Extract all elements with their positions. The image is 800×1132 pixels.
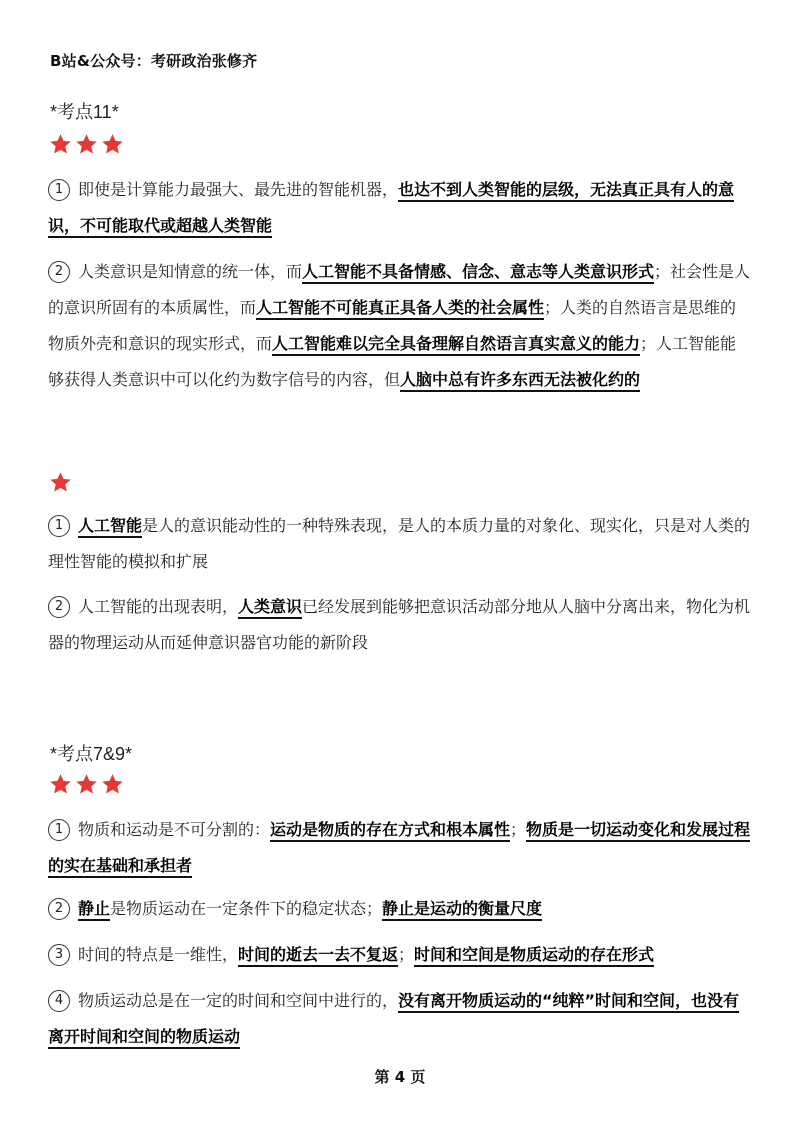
star-icon: [48, 470, 73, 495]
section-title: *考点7&9*: [50, 744, 133, 764]
section-title: *考点11*: [50, 102, 119, 122]
key-point: 时间的逝去一去不复返: [238, 945, 398, 967]
star-icon: [48, 772, 73, 797]
key-point: 运动是物质的存在方式和根本属性: [270, 820, 510, 842]
key-point: 也达不到人类智能的层级，无法真正具有人的意识，不可能取代或超越人类智能: [48, 180, 734, 238]
list-item: [48, 983, 752, 1055]
key-point: 人工智能不可能真正具备人类的社会属性: [256, 298, 544, 320]
item-number: 3: [48, 944, 70, 966]
item-number: 2: [48, 898, 70, 920]
item-text: 是人的意识能动性的一种特殊表现，是人的本质力量的对象化、现实化，只是对人类的理性智能的模拟和扩展: [48, 516, 751, 571]
item-text: ；人类的自然语言是思维的物质外壳和意识的现实形式，而: [48, 298, 737, 353]
item-number: 1: [48, 819, 70, 841]
item-number: 1: [48, 179, 70, 201]
item-number: 1: [48, 515, 70, 537]
page-number: 第 4 页: [374, 1068, 426, 1086]
star-icon: [100, 772, 125, 797]
key-point: 人工智能: [78, 516, 142, 538]
list-item: [48, 254, 752, 398]
item-text: 人工智能的出现表明，: [78, 597, 239, 616]
item-text: ；: [398, 945, 415, 964]
star-icon: [74, 772, 99, 797]
item-number: 2: [48, 596, 70, 618]
item-text: 是物质运动在一定条件下的稳定状态；: [110, 899, 383, 918]
item-text: 物质和运动是不可分割的：: [78, 820, 271, 839]
key-point: 人类意识: [238, 597, 302, 619]
key-point: 人脑中总有许多东西无法被化约的: [400, 370, 640, 392]
list-item: [48, 812, 752, 884]
star-icon: [74, 132, 99, 157]
item-number: 2: [48, 261, 70, 283]
star-rating: [48, 470, 73, 495]
list-item: [48, 937, 752, 973]
item-text: ；: [510, 820, 527, 839]
key-point: 没有离开物质运动的“纯粹”时间和空间，也没有离开时间和空间的物质运动: [48, 991, 739, 1049]
item-text: ；社会性是人的意识所固有的本质属性，而: [48, 262, 751, 317]
item-text: 即使是计算能力最强大、最先进的智能机器，: [78, 180, 399, 199]
key-point: 时间和空间是物质运动的存在形式: [414, 945, 654, 967]
key-point: 物质是一切运动变化和发展过程的实在基础和承担者: [48, 820, 750, 878]
item-text: ；人工智能能够获得人类意识中可以化约为数字信号的内容，但: [48, 334, 737, 389]
item-text: 物质运动总是在一定的时间和空间中进行的，: [78, 991, 399, 1010]
item-text: 时间的特点是一维性，: [78, 945, 239, 964]
key-point: 人工智能不具备情感、信念、意志等人类意识形式: [302, 262, 654, 284]
item-number: 4: [48, 990, 70, 1012]
item-text: 已经发展到能够把意识活动部分地从人脑中分离出来，物化为机器的物理运动从而延伸意识器官功能的新阶段: [48, 597, 751, 652]
key-point: 静止: [78, 899, 110, 921]
star-rating: [48, 132, 125, 157]
key-point: 人工智能难以完全具备理解自然语言真实意义的能力: [272, 334, 640, 356]
star-rating: [48, 772, 125, 797]
key-point: 静止是运动的衡量尺度: [382, 899, 542, 921]
item-text: 人类意识是知情意的统一体，而: [78, 262, 303, 281]
star-icon: [48, 132, 73, 157]
star-icon: [100, 132, 125, 157]
page-header: B站&公众号：考研政治张修齐: [50, 52, 258, 70]
list-item: [48, 508, 752, 580]
list-item: [48, 589, 752, 661]
list-item: [48, 891, 752, 927]
list-item: [48, 172, 752, 244]
